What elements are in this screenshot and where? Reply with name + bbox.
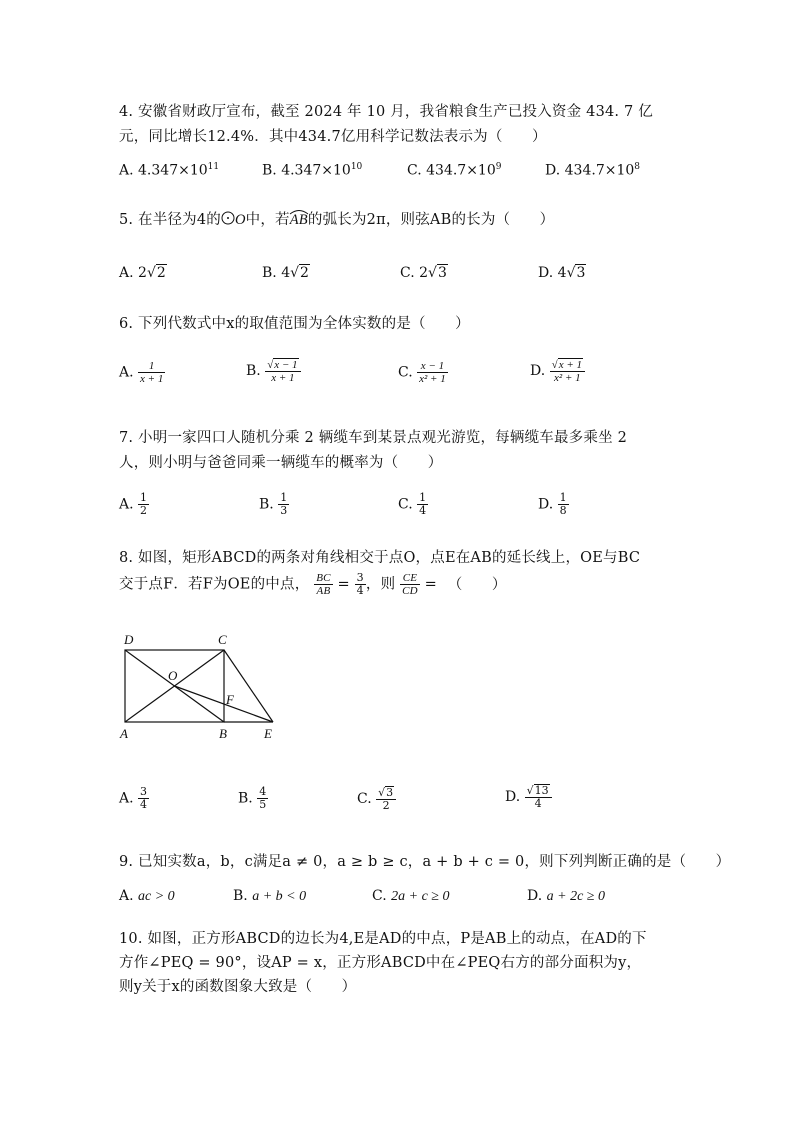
q7-stem-line1: 7. 小明一家四口人随机分乘 2 辆缆车到某景点观光游览，每辆缆车最多乘坐 2: [119, 430, 628, 446]
q8-option-c: C. $\frac{√3}{2}$: [357, 786, 396, 812]
segment-ce: [224, 650, 273, 722]
label-f: F: [226, 692, 234, 707]
circle-icon: [221, 211, 235, 225]
q9-option-c: C. 2a + c ≥ 0: [372, 888, 450, 904]
q6-option-c: C. $\frac{x - 1}{\text{x² + 1}}$: [398, 360, 446, 385]
q4-option-a: A. $4.347\times 10^{11}$: [119, 162, 220, 179]
label-a: A: [120, 726, 128, 741]
q8-option-a: A. $\frac{3}{4}$: [119, 785, 148, 811]
label-e: E: [264, 726, 272, 741]
q7-option-d: D. $\frac{1}{8}$: [538, 491, 567, 517]
q7-option-a: A. $\frac{1}{2}$: [119, 491, 148, 517]
q7-option-c: C. $\frac{1}{4}$: [398, 491, 427, 517]
q10-stem-line1: 10. 如图，正方形ABCD的边长为4,E是AD的中点，P是AB上的动点，在AD的下: [119, 931, 647, 947]
q9-option-b: B. a + b < 0: [233, 888, 307, 904]
circle-o-symbol: [221, 211, 235, 228]
arc-ab: AB: [290, 212, 308, 229]
q7-option-b: B. $\frac{1}{3}$: [259, 491, 288, 517]
q6-option-d: D. $\frac{√x + 1}{\text{x² + 1}}$: [530, 358, 585, 384]
q10-stem-line3: 则y关于x的函数图象大致是（ ）: [119, 979, 357, 995]
q8-stem-line1: 8. 如图，矩形ABCD的两条对角线相交于点O，点E在AB的延长线上，OE与BC: [119, 550, 641, 566]
q6-option-b: B. $\frac{√x - 1}{x + 1}$: [246, 358, 301, 384]
q8-option-d: D. $\frac{√13}{4}$: [505, 784, 552, 810]
label-o: O: [168, 668, 178, 683]
q4-option-d: D. $434.7\times 10^8$: [545, 162, 640, 179]
q6-stem: 6. 下列代数式中x的取值范围为全体实数的是（ ）: [119, 316, 470, 332]
label-c: C: [218, 632, 227, 647]
q5-option-c: C. 2√3: [400, 265, 447, 281]
q4-stem-line1: 4. 安徽省财政厅宣布，截至 2024 年 10 月，我省粮食生产已投入资金 434. 7 亿: [119, 104, 653, 120]
q10-stem-line2: 方作∠PEQ = 90°，设AP = x，正方形ABCD中在∠PEQ右方的部分面积为y，: [119, 955, 642, 971]
arc-icon: [289, 209, 309, 215]
q5-option-b: B. 4√2: [262, 265, 309, 281]
q4-option-c: C. $434.7\times 10^9$: [407, 162, 502, 179]
q9-option-a: A. ac > 0: [119, 888, 175, 904]
q6-option-a: A. $\frac{1}{x + 1}$: [119, 360, 164, 385]
q8-stem-line2: 交于点F．若F为OE的中点， $\frac{BC}{AB}$ = $\frac{3}{4}$ ，则 $\frac{CE}{CD}$ = （ ）: [119, 571, 507, 597]
q5-stem: 5. 在半径为4的 O中，若 AB的弧长为2π，则弦AB的长为（ ）: [119, 208, 554, 229]
q8-option-b: B. $\frac{4}{5}$: [238, 785, 267, 811]
q4-option-b: B. $4.347\times 10^{10}$: [262, 162, 363, 179]
q9-stem: 9. 已知实数a，b，c满足a ≠ 0，a ≥ b ≥ c，a + b + c = 0，则下列判断正确的是（ ）: [119, 854, 731, 870]
q9-option-d: D. a + 2c ≥ 0: [527, 888, 605, 904]
label-d: D: [124, 632, 134, 647]
label-b: B: [219, 726, 227, 741]
q7-stem-line2: 人，则小明与爸爸同乘一辆缆车的概率为（ ）: [119, 455, 443, 471]
q4-stem-line2: 元，同比增长12.4%．其中434.7亿用科学记数法表示为（ ）: [119, 129, 547, 145]
q8-figure: [115, 630, 285, 742]
q5-option-d: D. 4√3: [538, 265, 586, 281]
q5-option-a: A. 2√2: [119, 265, 166, 281]
